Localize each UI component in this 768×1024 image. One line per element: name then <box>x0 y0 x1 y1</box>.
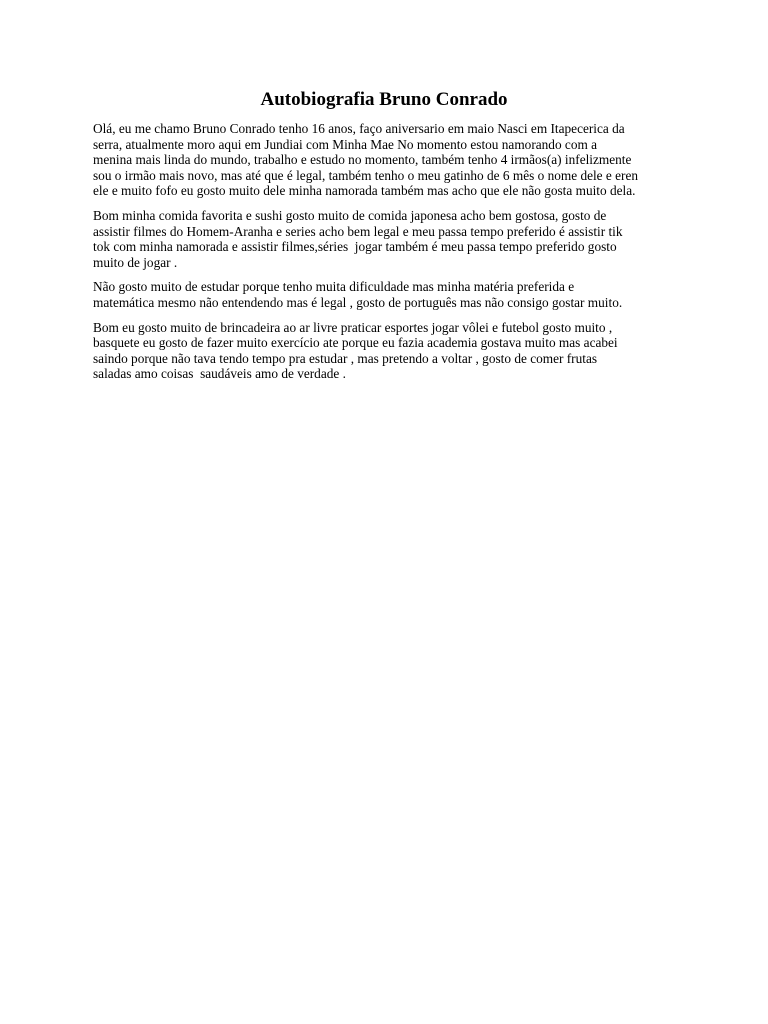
document-body <box>93 121 681 391</box>
text-line: Bom eu gosto muito de brincadeira ao ar livre praticar esportes jogar vôlei e futebol gosto muito , <box>93 319 613 335</box>
text-line: matemática mesmo não entendendo mas é legal , gosto de português mas não consigo gostar muito. <box>93 294 623 310</box>
text-line: menina mais linda do mundo, trabalho e estudo no momento, também tenho 4 irmãos(a) infelizmente <box>93 152 632 168</box>
text-line: basquete eu gosto de fazer muito exercício ate porque eu fazia academia gostava muito mas acabei <box>93 335 618 351</box>
text-line: serra, atualmente moro aqui em Jundiai com Minha Mae No momento estou namorando com a <box>93 136 598 152</box>
text-line: ele e muito fofo eu gosto muito dele minha namorada também mas acho que ele não gosta muito dela. <box>93 183 636 199</box>
text-line: assistir filmes do Homem-Aranha e series acho bem legal e meu passa tempo preferido é assistir tik <box>93 223 623 239</box>
paragraph-1 <box>93 121 681 199</box>
text-line: sou o irmão mais novo, mas até que é legal, também tenho o meu gatinho de 6 mês o nome dele e eren <box>93 167 639 183</box>
text-line: Não gosto muito de estudar porque tenho muita dificuldade mas minha matéria preferida e <box>93 279 575 295</box>
paragraph-4 <box>93 320 681 382</box>
text-line: saindo porque não tava tendo tempo pra estudar , mas pretendo a voltar , gosto de comer frutas <box>93 350 598 366</box>
text-line: Bom minha comida favorita e sushi gosto muito de comida japonesa acho bem gostosa, gosto de <box>93 207 607 223</box>
paragraph-3 <box>93 279 681 310</box>
paragraph-2 <box>93 208 681 270</box>
text-line: saladas amo coisas saudáveis amo de verdade . <box>93 366 346 382</box>
text-line: Olá, eu me chamo Bruno Conrado tenho 16 anos, faço aniversario em maio Nasci em Itapecerica da <box>93 121 625 136</box>
text-line: muito de jogar . <box>93 254 178 270</box>
document-title: Autobiografia Bruno Conrado <box>260 89 508 110</box>
text-line: tok com minha namorada e assistir filmes,séries jogar também é meu passa tempo preferido gosto <box>93 239 617 255</box>
